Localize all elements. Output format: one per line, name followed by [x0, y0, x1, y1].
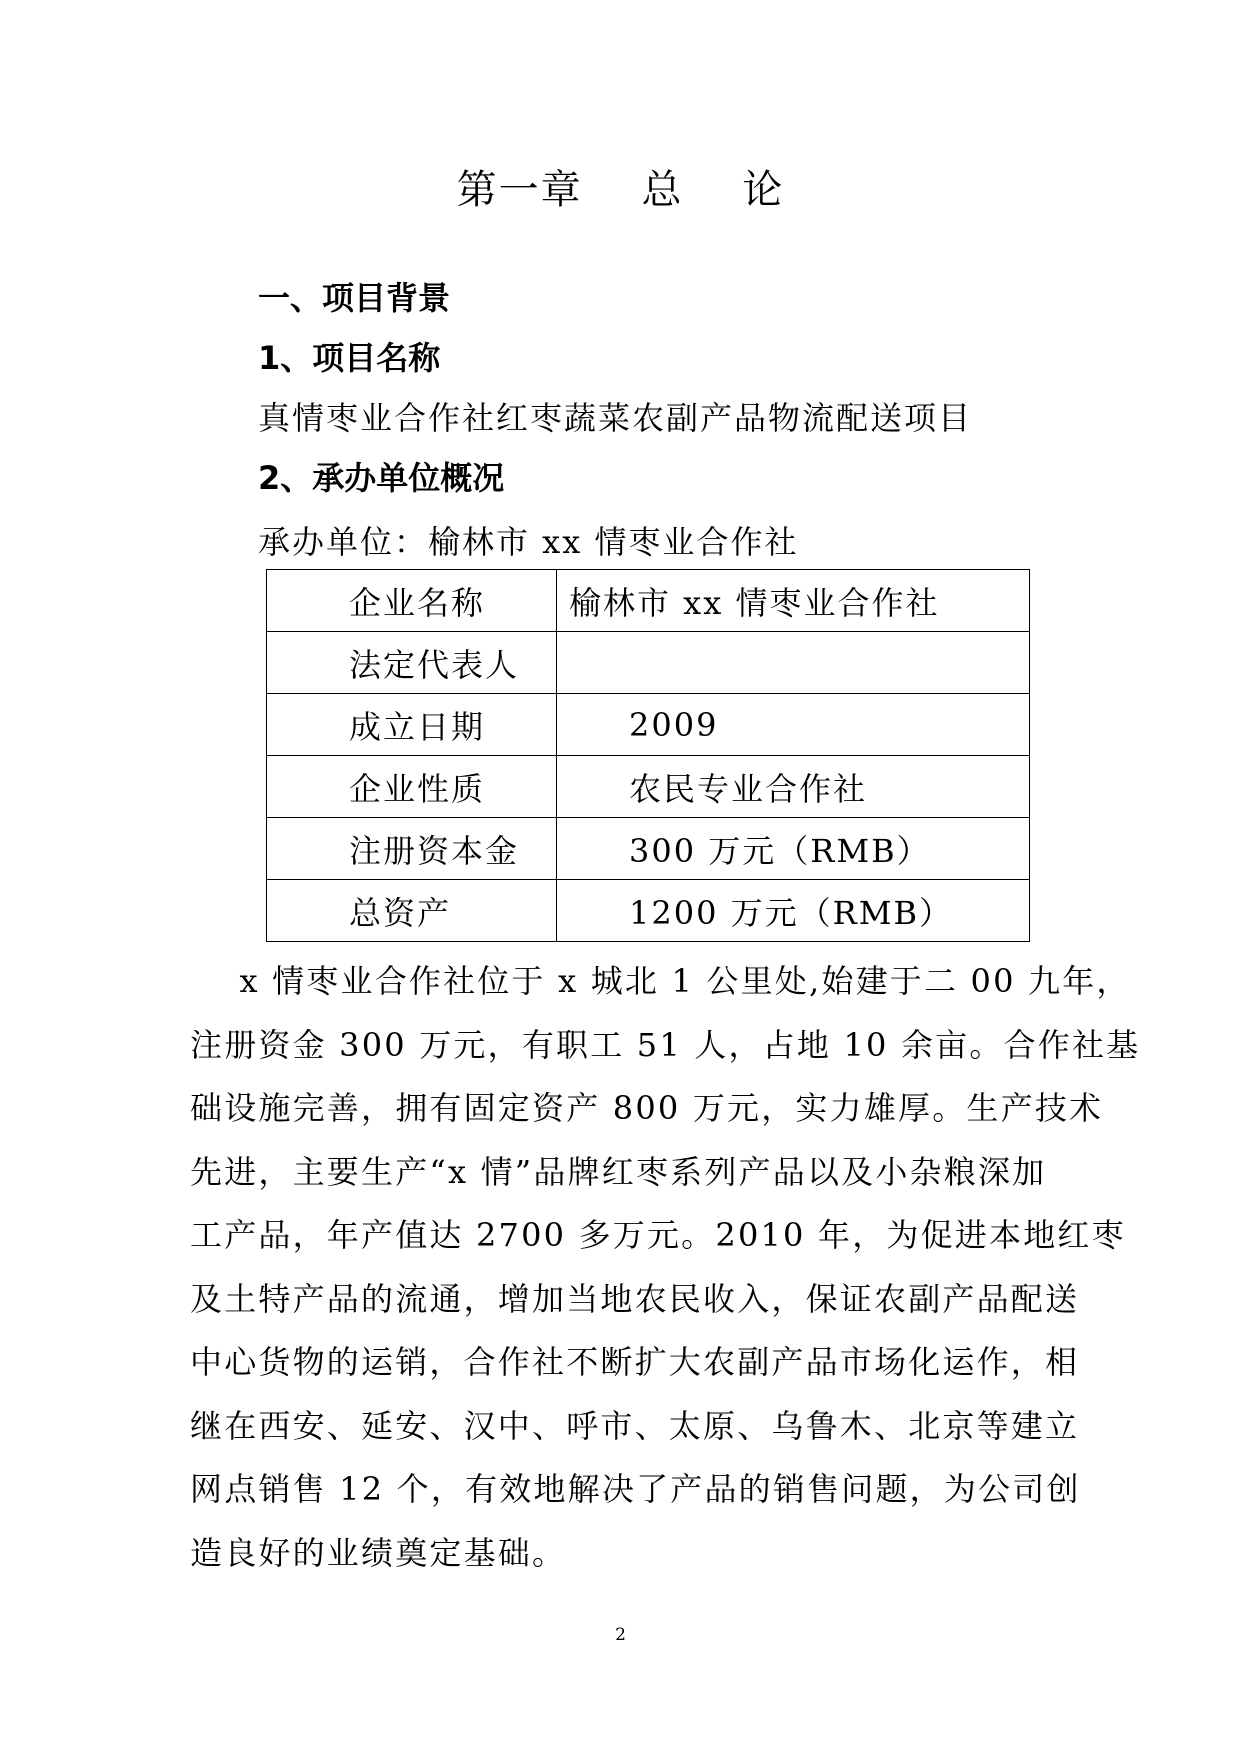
paragraph-line: 继在西安、延安、汉中、呼市、太原、乌鲁木、北京等建立	[190, 1406, 1080, 1445]
table-row	[267, 694, 1030, 756]
table-value-cell: 榆林市 xx 情枣业合作社	[557, 570, 1030, 632]
table-row	[267, 756, 1030, 818]
paragraph-line: 注册资金 300 万元，有职工 51 人，占地 10 余亩。合作社基	[190, 1025, 1141, 1064]
paragraph-line: 造良好的业绩奠定基础。	[190, 1533, 567, 1572]
table-row	[267, 880, 1030, 942]
subsection-heading-project-name: 1、项目名称	[258, 339, 441, 377]
paragraph-line: 础设施完善，拥有固定资产 800 万元，实力雄厚。生产技术	[190, 1089, 1104, 1127]
table-label-cell: 注册资本金	[267, 818, 557, 880]
table-row	[267, 632, 1030, 694]
table-label-cell: 企业性质	[267, 756, 557, 818]
paragraph-line: 及土特产品的流通，增加当地农民收入，保证农副产品配送	[190, 1279, 1080, 1318]
table-value-cell: 300 万元（RMB）	[557, 818, 1030, 880]
table-label-cell: 法定代表人	[267, 632, 557, 694]
table-label-cell: 企业名称	[267, 570, 557, 632]
paragraph-line: 工产品，年产值达 2700 多万元。2010 年，为促进本地红枣	[190, 1216, 1126, 1254]
table-value-cell: 2009	[557, 694, 1030, 756]
table-value-cell: 农民专业合作社	[557, 756, 1030, 818]
paragraph-line: 先进，主要生产“x 情”品牌红枣系列产品以及小杂粮深加	[190, 1152, 1047, 1191]
project-name-text: 真情枣业合作社红枣蔬菜农副产品物流配送项目	[258, 399, 973, 437]
page-number: 2	[615, 1625, 626, 1645]
body-paragraph	[190, 950, 1141, 1585]
paragraph-line: 网点销售 12 个，有效地解决了产品的销售问题，为公司创	[190, 1470, 1081, 1508]
paragraph-line: 中心货物的运销，合作社不断扩大农副产品市场化运作，相	[190, 1343, 1080, 1381]
paragraph-line: x 情枣业合作社位于 x 城北 1 公里处,始建于二 00 九年，	[190, 962, 1131, 1000]
company-info-table	[266, 569, 1030, 942]
table-row	[267, 818, 1030, 880]
table-value-cell	[557, 632, 1030, 694]
table-row	[267, 570, 1030, 632]
chapter-title: 第一章 总 论	[456, 167, 785, 213]
undertaker-line: 承办单位：榆林市 xx 情枣业合作社	[258, 523, 799, 561]
table-label-cell: 成立日期	[267, 694, 557, 756]
subsection-heading-undertaker: 2、承办单位概况	[258, 459, 505, 497]
table-value-cell: 1200 万元（RMB）	[557, 880, 1030, 942]
section-heading: 一、项目背景	[258, 279, 451, 317]
table-label-cell: 总资产	[267, 880, 557, 942]
